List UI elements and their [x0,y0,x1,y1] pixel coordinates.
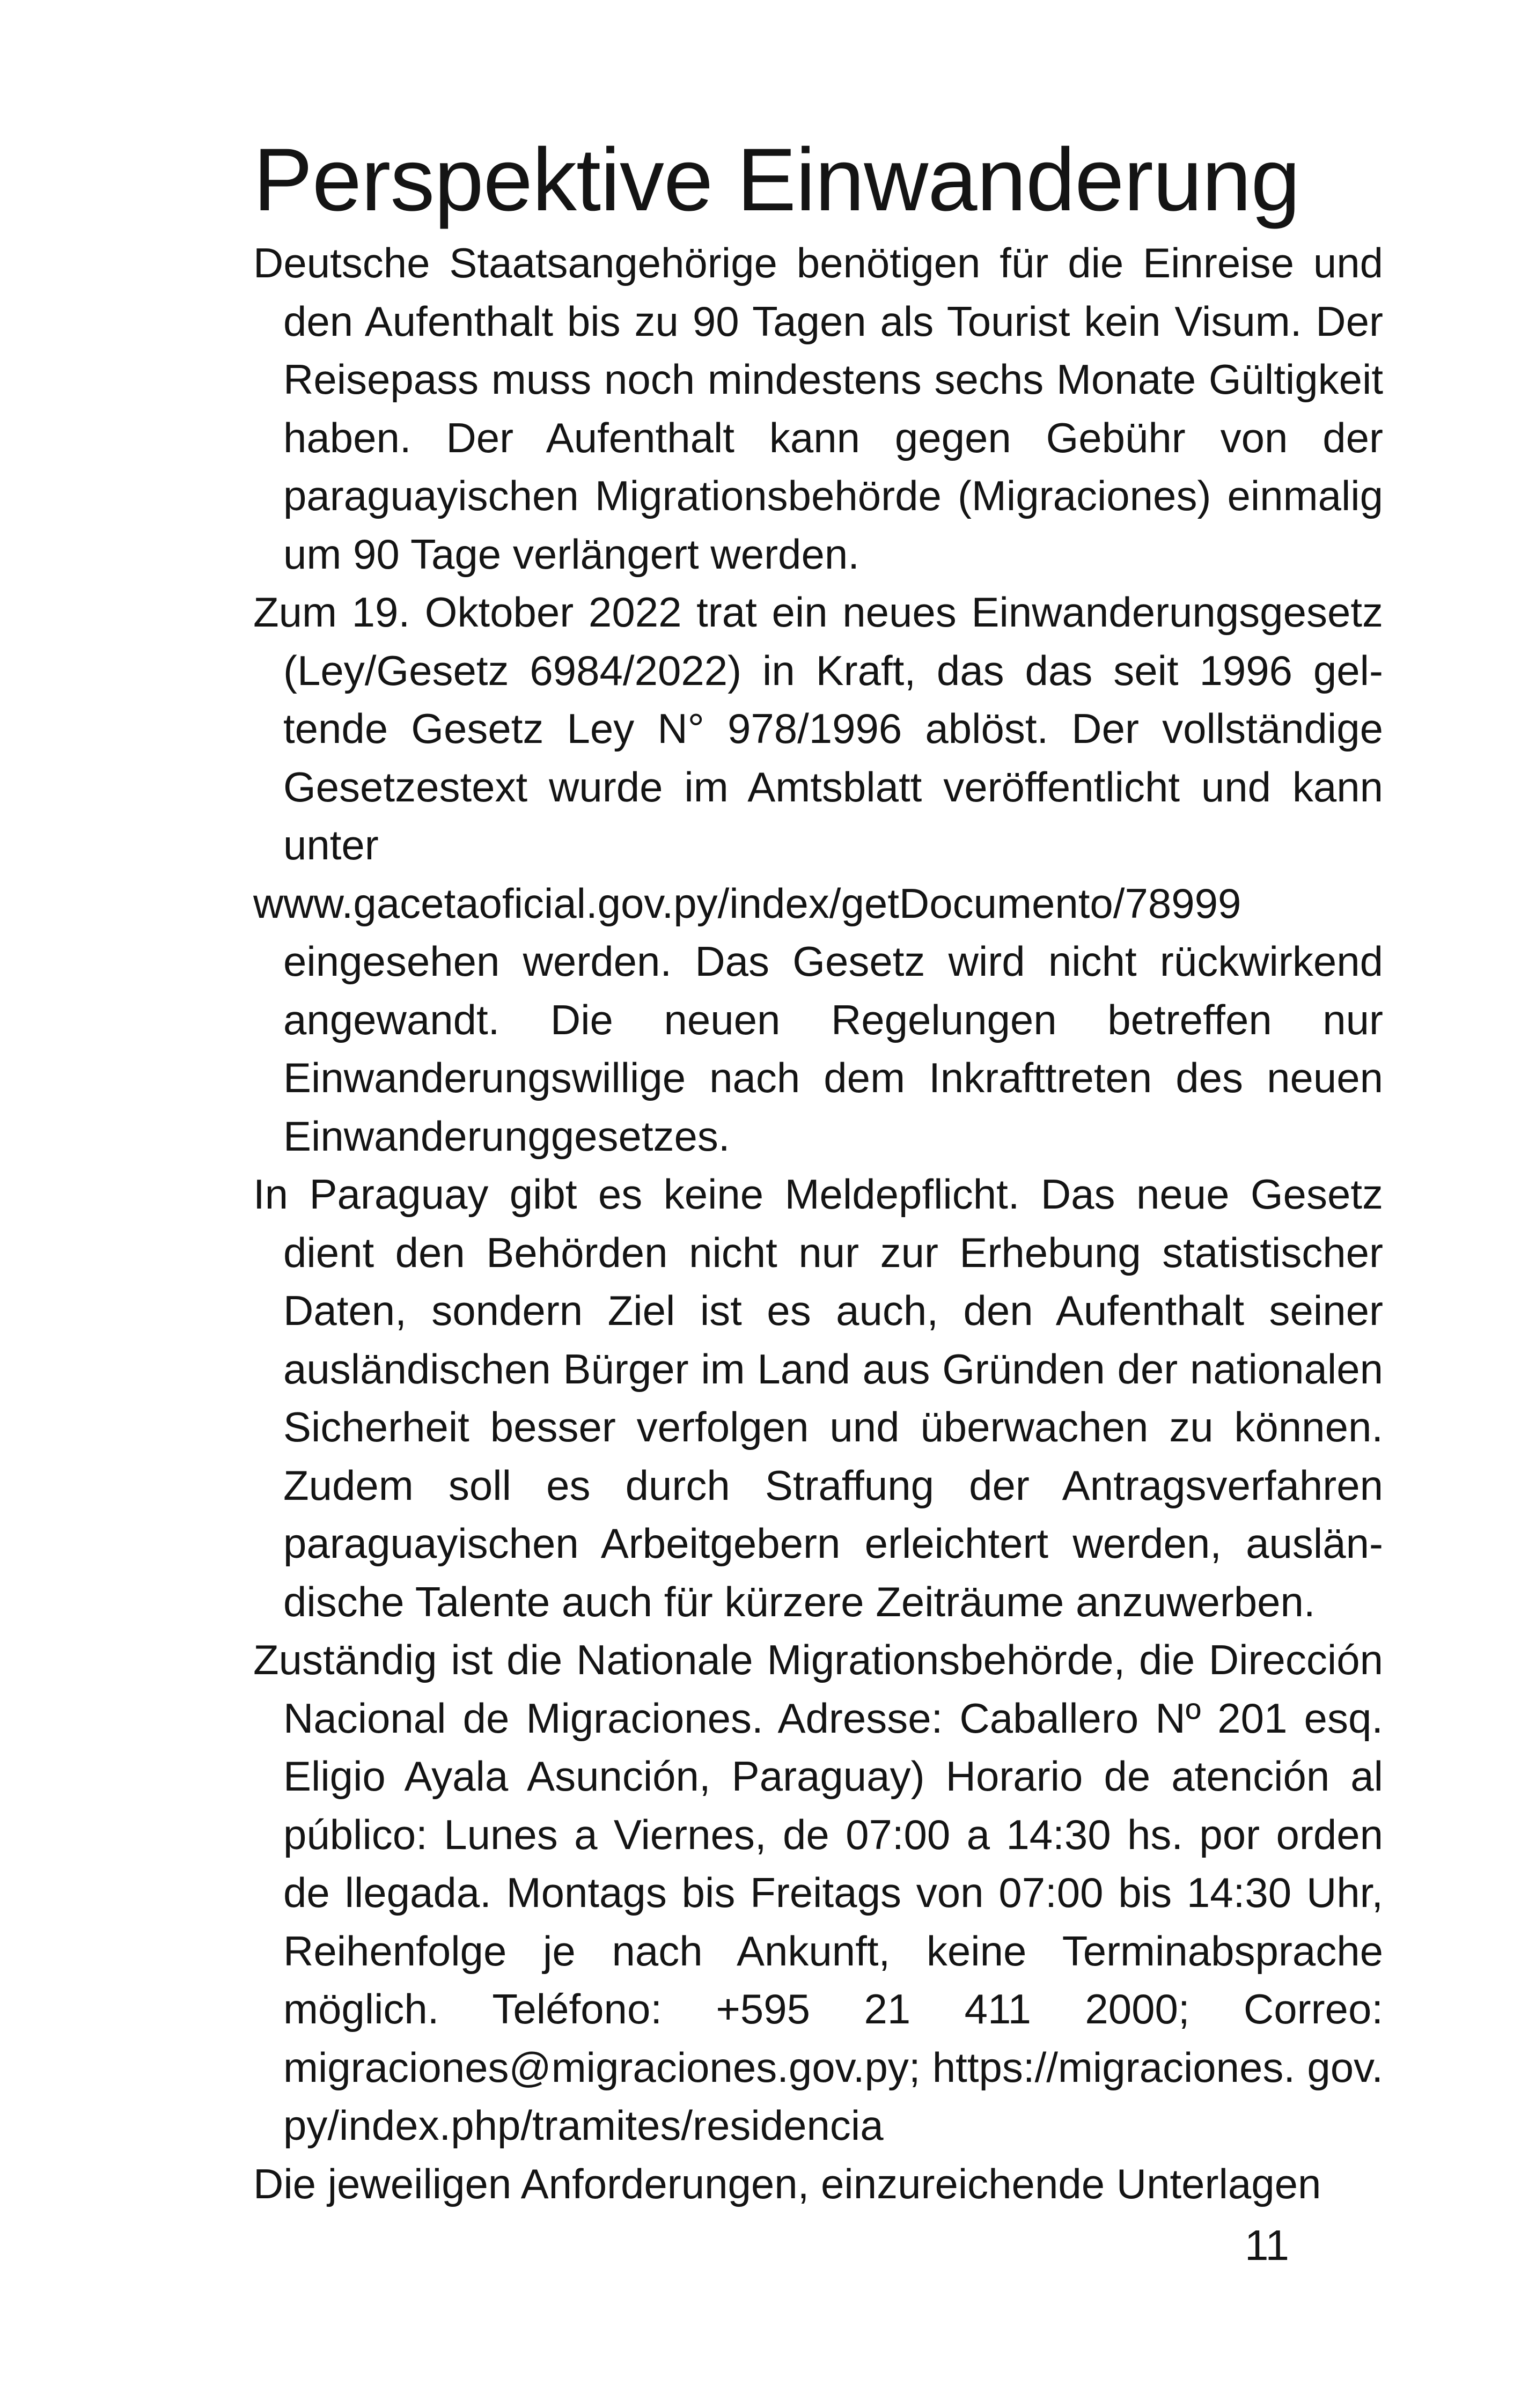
gazette-url-text: www.gacetaoficial.gov.py/index/getDocumento/78999 [253,879,1241,927]
body-text [253,234,1383,2213]
paragraph-immigration-law: Zum 19. Oktober 2022 trat ein neues Einwanderungsgesetz (Ley/Gesetz 6984/2022) in Kraft, das das seit 1996 geltende Gesetz Ley N° 978/1996 ablöst. Der vollständige Gesetzestext wurde im Amtsblatt veröffentlicht und kann unter [253,588,1383,868]
paragraph-official-gazette-url [253,874,1383,933]
paragraph-entry-requirements: Deutsche Staatsangehörige benötigen für die Einreise und den Aufenthalt bis zu 90 Tagen als Tourist kein Visum. Der Reisepass muss noch mindestens sechs Monate Gültigkeit haben. Der Aufenthalt kann gegen Gebühr von der paraguayischen Migrationsbehörde (Migraciones) einmalig um 90 Tage verlängert werden. [253,239,1383,578]
paragraph-requirements: Die jeweiligen Anforderungen, einzureichende Unterlagen [253,2160,1321,2207]
page-title: Perspektive Einwanderung [253,130,1300,230]
paragraph-migration-authority: Zuständig ist die Nationale Migrationsbehörde, die Dirección Nacional de Migraciones. Adresse: Caballero Nº 201 esq. Eligio Ayala Asunción, Paraguay) Horario de atención al público: Lunes a Viernes, de 07:00 a 14:30 hs. por orden de llegada. Montags bis Freitags von 07:00 bis 14:30 Uhr, Reihenfolge je nach Ankunft, keine Terminabsprache möglich. Teléfono: +595 21 411 2000; Correo: migraciones@migraciones.gov.py; https://migraciones. gov. py/index.php/tramites/residencia [253,1636,1383,2149]
paragraph-law-application: eingesehen werden. Das Gesetz wird nicht rückwirkend angewandt. Die neuen Regelungen betreffen nur Einwanderungswillige nach dem Inkrafttreten des neuen Einwanderunggesetzes. [283,938,1383,1160]
paragraph-registration: In Paraguay gibt es keine Meldepflicht. Das neue Gesetz dient den Behörden nicht nur zur Erhebung statistischer Daten, sondern Ziel ist es auch, den Aufenthalt seiner ausländischen Bürger im Land aus Gründen der nationalen Sicherheit besser verfolgen und überwachen zu können. Zudem soll es durch Straffung der Antragsverfahren paraguayischen Arbeitgebern erleichtert werden, ausländische Talente auch für kürzere Zeiträume anzuwerben. [253,1170,1383,1625]
page-number: 11 [1244,2221,1289,2269]
